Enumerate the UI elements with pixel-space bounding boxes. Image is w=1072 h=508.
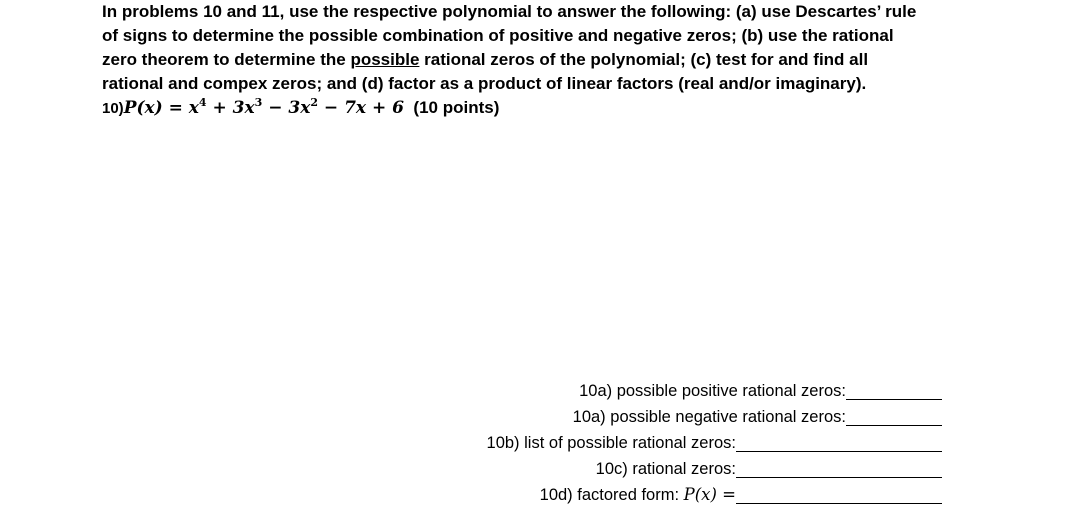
answer-label-math: P(x) = (683, 485, 736, 504)
polynomial-term-2: + 3x (206, 98, 255, 118)
polynomial-expression (124, 98, 404, 118)
points-label: (10 points) (413, 98, 500, 117)
answer-blank[interactable] (846, 381, 942, 400)
problem-number: 10) (102, 100, 124, 117)
answer-label (540, 484, 736, 506)
answer-label: 10c) rational zeros: (595, 460, 736, 478)
answer-section (422, 376, 942, 506)
answer-row-factored-form (422, 480, 942, 506)
answer-row-possible-rational-zeros (422, 428, 942, 454)
answer-row-rational-zeros (422, 454, 942, 480)
answer-row-negative-zeros (422, 402, 942, 428)
instructions-line-1: In problems 10 and 11, use the respective polynomial to answer the following: (a) use Descartes’ rule (102, 2, 917, 21)
answer-label: 10a) possible negative rational zeros: (572, 408, 846, 426)
exponent-3: 2 (310, 96, 318, 109)
answer-blank[interactable] (736, 459, 942, 478)
answer-blank[interactable] (736, 485, 942, 504)
instructions-line-3 (102, 48, 962, 72)
answer-row-positive-zeros (422, 376, 942, 402)
answer-label: 10b) list of possible rational zeros: (486, 434, 736, 452)
polynomial-term-4: − 7x + 6 (317, 98, 404, 118)
answer-label: 10a) possible positive rational zeros: (579, 382, 846, 400)
problem-instructions (102, 0, 962, 96)
exponent-2: 3 (254, 96, 263, 109)
polynomial-term-1: x (188, 98, 199, 118)
instructions-line-3-start: zero theorem to determine the (102, 50, 351, 69)
answer-label-text: 10d) factored form: (539, 486, 684, 504)
answer-blank[interactable] (846, 407, 942, 426)
instructions-line-2: of signs to determine the possible combination of positive and negative zeros; (b) use the rational (102, 26, 894, 45)
instructions-line-4: rational and compex zeros; and (d) factor as a product of linear factors (real and/or imaginary). (102, 74, 867, 93)
polynomial-term-3: − 3x (262, 98, 311, 118)
instructions-line-3-end: rational zeros of the polynomial; (c) test for and find all (419, 50, 869, 69)
answer-blank[interactable] (736, 433, 942, 452)
polynomial-lhs: P(x) = (123, 98, 189, 118)
underlined-word-possible: possible (350, 50, 420, 69)
exponent-1: 4 (198, 96, 207, 109)
problem-10-statement (102, 96, 499, 121)
